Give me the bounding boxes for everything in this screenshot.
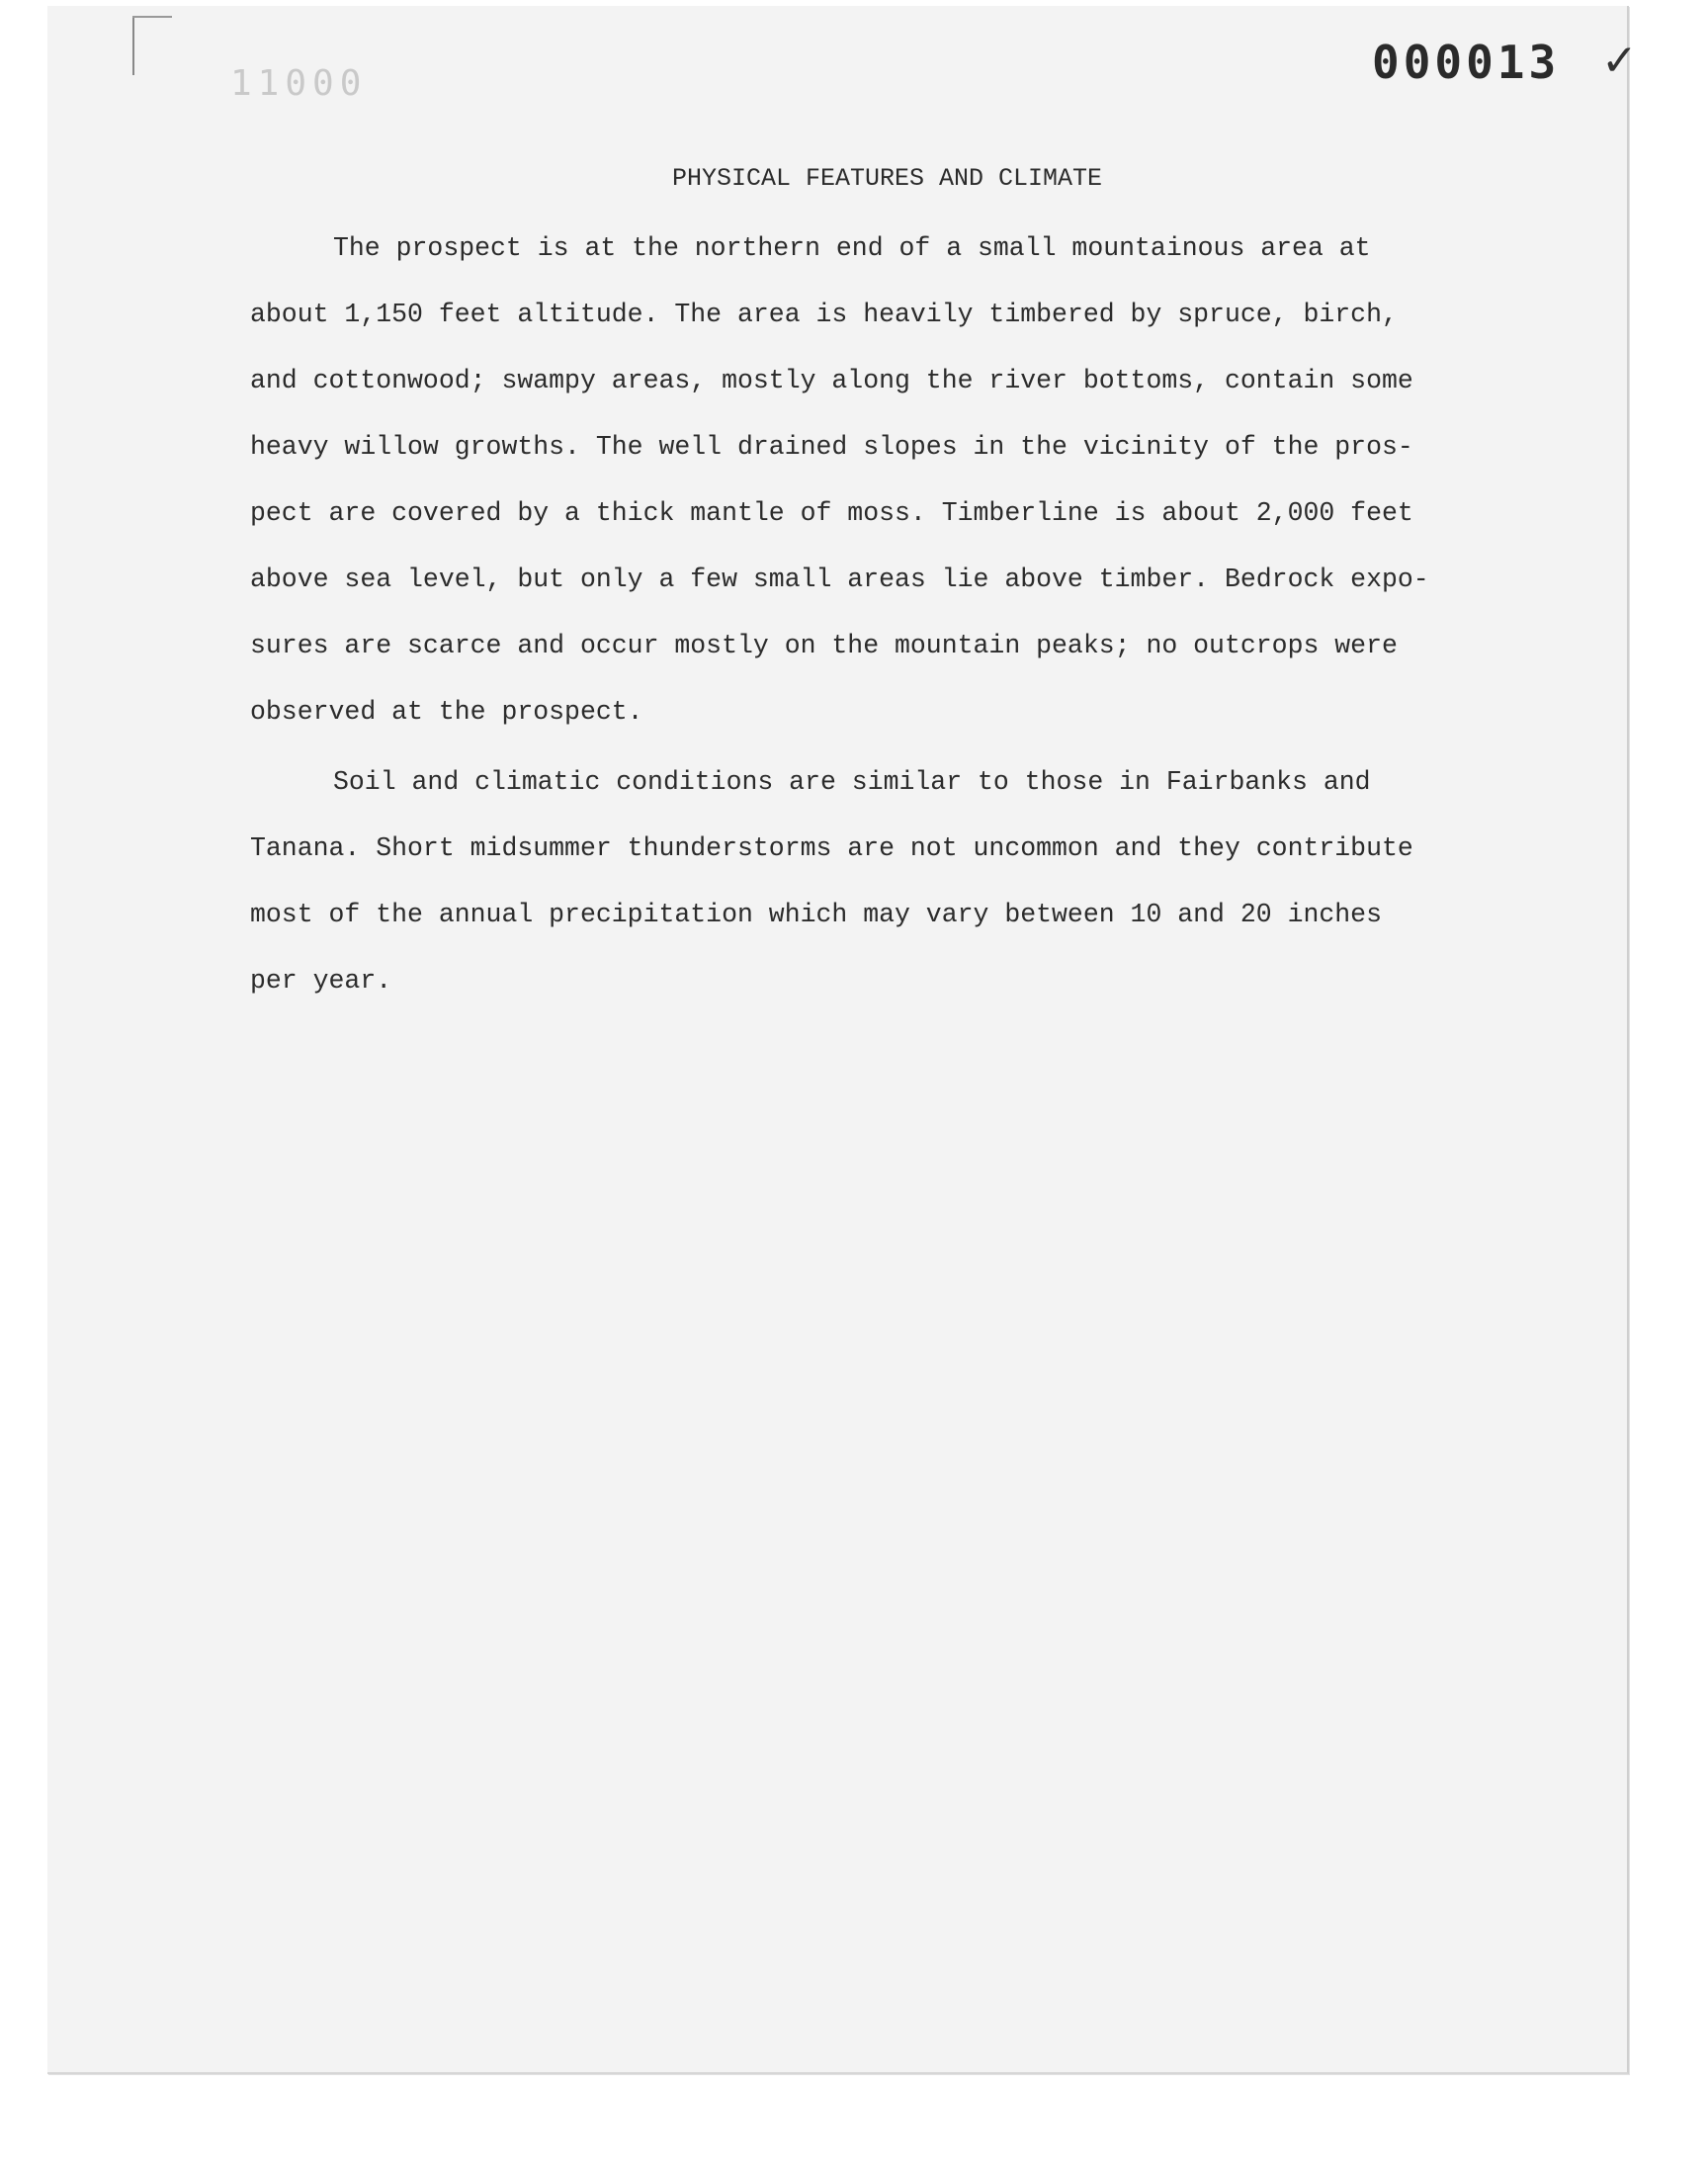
paragraph-line: about 1,150 feet altitude. The area is heavily timbered by spruce, birch, <box>250 300 1398 329</box>
paragraph-line: and cottonwood; swampy areas, mostly along the river bottoms, contain some <box>250 366 1413 395</box>
paragraph-physical-features <box>250 216 1525 745</box>
document-title: PHYSICAL FEATURES AND CLIMATE <box>671 164 1103 193</box>
check-mark-icon: ✓ <box>1601 36 1638 86</box>
page-number-stamp: 000013 <box>1372 36 1561 89</box>
paragraph-line: above sea level, but only a few small areas lie above timber. Bedrock expo- <box>250 565 1429 594</box>
paragraph-climate <box>250 749 1525 1014</box>
paragraph-line: most of the annual precipitation which may vary between 10 and 20 inches <box>250 900 1382 929</box>
faint-stamp-number: 11000 <box>230 63 368 104</box>
paragraph-line: pect are covered by a thick mantle of moss. Timberline is about 2,000 feet <box>250 498 1413 528</box>
paragraph-line: The prospect is at the northern end of a small mountainous area at <box>333 233 1371 263</box>
corner-crop-mark <box>132 16 134 75</box>
corner-crop-mark-horizontal <box>132 16 172 18</box>
paragraph-line: observed at the prospect. <box>250 697 643 727</box>
paragraph-line: sures are scarce and occur mostly on the mountain peaks; no outcrops were <box>250 631 1398 660</box>
paragraph-line: Tanana. Short midsummer thunderstorms are not uncommon and they contribute <box>250 833 1413 863</box>
paragraph-line: Soil and climatic conditions are similar to those in Fairbanks and <box>333 767 1371 797</box>
paragraph-line: heavy willow growths. The well drained slopes in the vicinity of the pros- <box>250 432 1413 462</box>
paragraph-line: per year. <box>250 966 392 996</box>
